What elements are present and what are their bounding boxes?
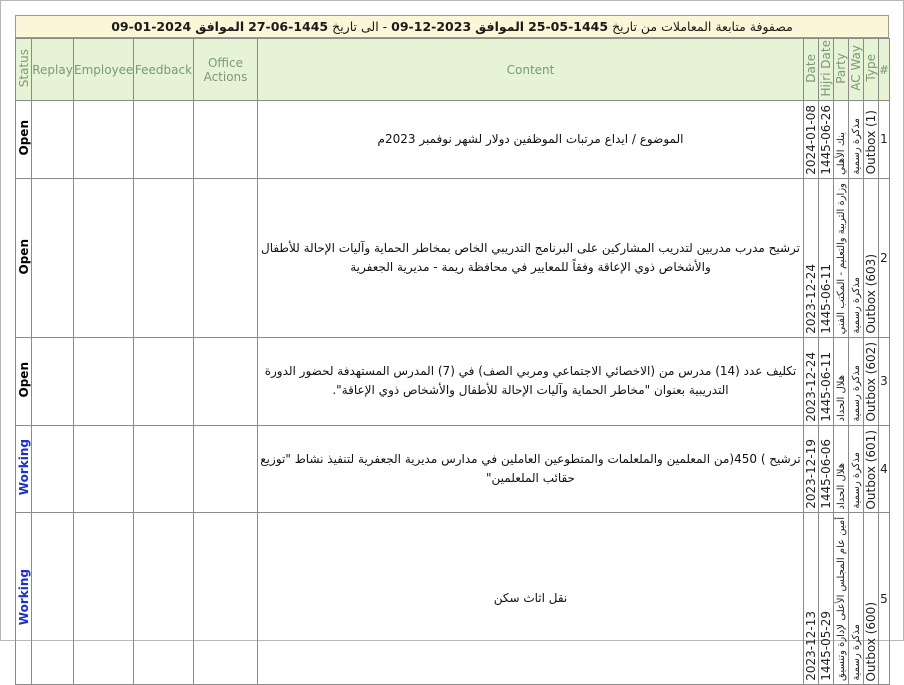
table-row xyxy=(16,101,890,179)
table-row xyxy=(16,178,890,337)
col-type: Type xyxy=(864,39,879,101)
employee-cell xyxy=(74,101,134,179)
table-row xyxy=(16,337,890,425)
employee-cell xyxy=(74,425,134,513)
content-cell: الموضوع / ايداع مرتبات الموظفين دولار لشهر نوفمبر 2023م xyxy=(258,101,804,179)
col-date: Date xyxy=(804,39,819,101)
status-cell: Open xyxy=(16,178,32,337)
content-cell: ترشيح ) 450(من المعلمين والملعلمات والمتطوعين العاملين في مدارس مديرية الجعفرية لتنفيذ نشاط "توزيع حقائب الملعلمين" xyxy=(258,425,804,513)
hijri-cell: 1445-05-29 xyxy=(819,513,834,685)
table-row xyxy=(16,425,890,513)
party-cell: وزارة التربية والتعليم - المكتب الفني xyxy=(834,178,849,337)
type-cell: Outbox (1) xyxy=(864,101,879,179)
employee-cell xyxy=(74,178,134,337)
feedback-cell xyxy=(134,425,194,513)
office-actions-cell xyxy=(194,178,258,337)
col-office-actions: Office Actions xyxy=(194,39,258,101)
type-cell: Outbox (601) xyxy=(864,425,879,513)
party-cell: هلال الحداد xyxy=(834,337,849,425)
hijri-cell: 1445-06-06 xyxy=(819,425,834,513)
col-party: Party xyxy=(834,39,849,101)
num-cell: 5 xyxy=(879,513,890,685)
content-cell: نقل اثاث سكن xyxy=(258,513,804,685)
col-ac-way: AC Way xyxy=(849,39,864,101)
agree-1: الموافق xyxy=(475,19,525,34)
ac-way-cell: مذكرة رسمية xyxy=(849,178,864,337)
party-cell: بنك الأهلي xyxy=(834,101,849,179)
num-cell: 3 xyxy=(879,337,890,425)
status-cell: Working xyxy=(16,513,32,685)
hijri-cell: 1445-06-11 xyxy=(819,178,834,337)
replay-cell xyxy=(32,425,74,513)
feedback-cell xyxy=(134,101,194,179)
hijri-cell: 1445-06-11 xyxy=(819,337,834,425)
col-status: Status xyxy=(16,39,32,101)
feedback-cell xyxy=(134,337,194,425)
type-cell: Outbox (602) xyxy=(864,337,879,425)
status-cell: Working xyxy=(16,425,32,513)
type-cell: Outbox (600) xyxy=(864,513,879,685)
date-cell: 2023-12-24 xyxy=(804,337,819,425)
party-cell: هلال الحداد xyxy=(834,425,849,513)
col-hijri-date: Hijri Date xyxy=(819,39,834,101)
type-cell: Outbox (603) xyxy=(864,178,879,337)
hijri-cell: 1445-06-26 xyxy=(819,101,834,179)
to-greg: 2024-01-09 xyxy=(111,19,192,34)
date-cell: 2023-12-24 xyxy=(804,178,819,337)
date-cell: 2023-12-19 xyxy=(804,425,819,513)
office-actions-cell xyxy=(194,425,258,513)
report-title xyxy=(15,15,889,38)
party-cell: أمين عام المجلس الأعلى لإدارة وتنسيق xyxy=(834,513,849,685)
num-cell: 1 xyxy=(879,101,890,179)
replay-cell xyxy=(32,513,74,685)
employee-cell xyxy=(74,513,134,685)
office-actions-cell xyxy=(194,101,258,179)
content-cell: ترشيح مدرب مدربين لتدريب المشاركين على البرنامج التدريبي الخاص بمخاطر الحماية وآليات الإحالة للأطفال والأشخاص ذوي الإعاقة وفقاً للمعايير في محافظة ريمة - مديرية الجعفرية xyxy=(258,178,804,337)
employee-cell xyxy=(74,337,134,425)
from-greg: 2023-12-09 xyxy=(391,19,472,34)
date-cell: 2023-12-13 xyxy=(804,513,819,685)
to-hijri: 1445-06-27 xyxy=(248,19,329,34)
status-cell: Open xyxy=(16,101,32,179)
ac-way-cell: مذكرة رسمية xyxy=(849,337,864,425)
transactions-table xyxy=(15,38,890,685)
date-cell: 2024-01-08 xyxy=(804,101,819,179)
from-hijri: 1445-05-25 xyxy=(528,19,609,34)
header-row xyxy=(16,39,890,101)
col-num: # xyxy=(879,39,890,101)
dash-to: - الى تاريخ xyxy=(332,19,388,34)
agree-2: الموافق xyxy=(195,19,245,34)
ac-way-cell: مذكرة رسمية xyxy=(849,513,864,685)
num-cell: 2 xyxy=(879,178,890,337)
content-cell: تكليف عدد (14) مدرس من (الاخصائي الاجتماعي ومربي الصف) في (7) المدرس المستهدفة لحضور الدورة التدريبية بعنوان "مخاطر الحماية وآليات الإحالة للأطفال والأشخاص ذوي الإعاقة". xyxy=(258,337,804,425)
feedback-cell xyxy=(134,513,194,685)
office-actions-cell xyxy=(194,513,258,685)
office-actions-cell xyxy=(194,337,258,425)
ac-way-cell: مذكرة رسمية xyxy=(849,101,864,179)
replay-cell xyxy=(32,178,74,337)
title-prefix: مصفوفة متابعة المعاملات من تاريخ xyxy=(612,19,793,34)
replay-cell xyxy=(32,101,74,179)
col-employee: Employee xyxy=(74,39,134,101)
ac-way-cell: مذكرة رسمية xyxy=(849,425,864,513)
table-row xyxy=(16,513,890,685)
replay-cell xyxy=(32,337,74,425)
col-feedback: Feedback xyxy=(134,39,194,101)
col-replay: Replay xyxy=(32,39,74,101)
num-cell: 4 xyxy=(879,425,890,513)
feedback-cell xyxy=(134,178,194,337)
status-cell: Open xyxy=(16,337,32,425)
col-content: Content xyxy=(258,39,804,101)
